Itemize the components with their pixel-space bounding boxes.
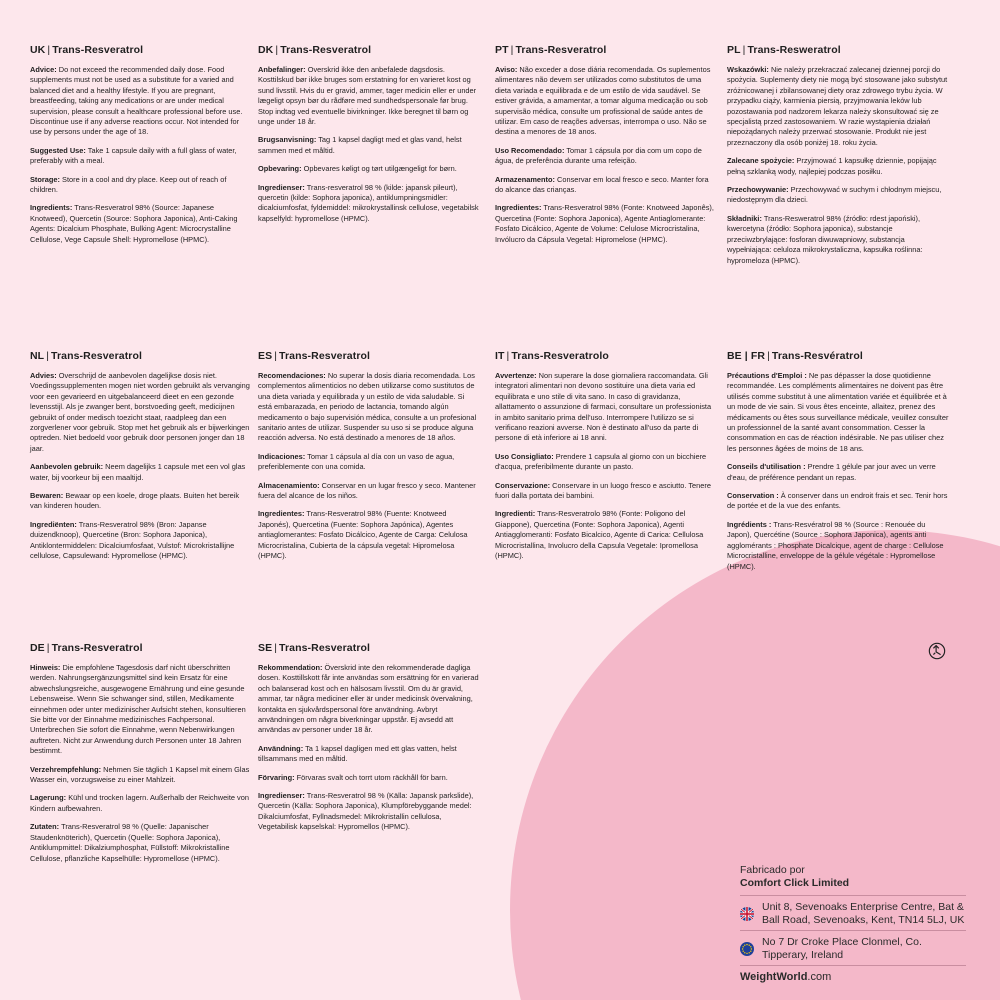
storage-paragraph: Conservation : À conserver dans un endroit frais et sec. Tenir hors de portée et de la vue des enfants. xyxy=(727,491,948,511)
storage-paragraph: Bewaren: Bewaar op een koele, droge plaats. Buiten het bereik van kinderen houden. xyxy=(30,491,240,511)
eu-address: No 7 Dr Croke Place Clonmel, Co. Tipperary, Ireland xyxy=(762,936,922,961)
usage-paragraph: Conseils d'utilisation : Prendre 1 gélule par jour avec un verre d'eau, de préférence pendant un repas. xyxy=(727,462,936,482)
section-dk xyxy=(258,44,480,232)
usage-paragraph: Uso Consigliato: Prendere 1 capsula al giorno con un bicchiere d'acqua, preferibilmente durante un pasto. xyxy=(495,451,707,472)
usage-paragraph: Aanbevolen gebruik: Neem dagelijks 1 capsule met een vol glas water, bij voorkeur bij een maaltijd. xyxy=(30,462,246,482)
section-title: NL | Trans-Resveratrol xyxy=(30,350,143,362)
advice-paragraph: Rekommendation: Överskrid inte den rekommenderade dagliga dosen. Kosttillskott får inte användas som ersättning för en varierad och balanserad kost och en hälsosam livsstil. Om du är gravid, ammar, tar några mediciner eller är under medicinsk övervakning, kontakta en sjukvårdspersonal före användning. Avbryt användningen om några biverkningar uppstår. Ej avsedd att användas av personer under 18 år. xyxy=(258,663,479,735)
uk-flag-icon xyxy=(740,907,754,921)
uk-address: Unit 8, Sevenoaks Enterprise Centre, Bat & Ball Road, Sevenoaks, Kent, TN14 5LJ, UK xyxy=(762,901,965,926)
usage-paragraph: Användning: Ta 1 kapsel dagligen med ett glas vatten, helst tillsammans med en måltid. xyxy=(258,743,457,764)
section-nl xyxy=(30,350,252,570)
storage-paragraph: Storage: Store in a cool and dry place. Keep out of reach of children. xyxy=(30,174,227,195)
storage-paragraph: Förvaring: Förvaras svalt och torrt utom räckhåll för barn. xyxy=(258,772,448,782)
ingredients-paragraph: Składniki: Trans-Resweratrol 98% (źródło: rdest japoński), kwercetyna (źródło: Sophora japonica), substancje przeciwzbrylające: fosforan diwuwapniowy, substancja wypełniająca: celuloza mikrokrystaliczna, kapsułka roślinna: hypromeloza (HPMC). xyxy=(727,213,923,265)
ingredients-paragraph: Ingredientes: Trans-Resveratrol 98% (Fonte: Knotweed Japonês), Quercetina (Fonte: Sophora Japonica), Agente Antiaglomerante: Fosfato Dicálcico, Agente de Volume: Celulose Microcristalina, Invólucro da Cápsula Vegetal: Hipromelose (HPMC). xyxy=(495,203,714,244)
storage-paragraph: Przechowywanie: Przechowywać w suchym i chłodnym miejscu, niedostępnym dla dzieci. xyxy=(727,185,942,205)
advice-paragraph: Advice: Do not exceed the recommended daily dose. Food supplements must not be used as a substitute for a varied and balanced diet and a healthy lifestyle. If you are pregnant, breastfeeding, taking any medications or are under medical supervision, please consult a healthcare professional before use. Discontinue use if any adverse reactions occur. Not intended for use by persons under the age of 18. xyxy=(30,65,243,137)
section-title: DK | Trans-Resveratrol xyxy=(258,44,372,56)
section-es xyxy=(258,350,480,570)
section-title: PT | Trans-Resveratrol xyxy=(495,44,607,56)
section-pl xyxy=(727,44,949,274)
eu-address-row xyxy=(740,930,966,965)
usage-paragraph: Zalecane spożycie: Przyjmować 1 kapsułkę dziennie, popijając pełną szklanką wody, najlepiej podczas posiłku. xyxy=(727,156,937,176)
advice-paragraph: Aviso: Não exceder a dose diária recomendada. Os suplementos alimentares não devem ser utilizados como substitutos de uma dieta variada e equilibrada e de um estilo de vida saudável. Se estiver grávida, a amamentar, a tomar alguma medicação ou sob supervisão médica, consulte um profissional de saúde antes de utilizar. Em caso de reações adversas, interrompa o uso. Não se destina a menores de 18 anos. xyxy=(495,65,711,137)
ingredients-paragraph: Ingrédients : Trans-Resvératrol 98 % (Source : Renouée du Japon), Quercétine (Source : Sophora Japonica), agents anti agglomérants : Phosphate Dicalcique, agent de charge : Cellulose Microcristalline, enveloppe de la gélule végétale : Hypromellose (HPMC). xyxy=(727,519,944,571)
usage-paragraph: Indicaciones: Tomar 1 cápsula al día con un vaso de agua, preferiblemente con una comida. xyxy=(258,451,455,472)
storage-paragraph: Armazenamento: Conservar em local fresco e seco. Manter fora do alcance das crianças. xyxy=(495,174,709,195)
ingredients-paragraph: Ingredienser: Trans-Resveratrol 98 % (Källa: Japansk parkslide), Quercetin (Källa: Sophora Japonica), Klumpförebyggande medel: Dikalciumfosfat, Fyllnadsmedel: Mikrokristallin cellulosa, Vegetabilisk kapselskal: Hypromellos (HPMC). xyxy=(258,791,474,832)
ingredients-paragraph: Ingredienti: Trans-Resveratrolo 98% (Fonte: Poligono del Giappone), Quercetina (Fonte: Sophora Japonica), Agenti Antiagglomeranti: Fosfato Bicalcico, Agente di Carica: Cellulosa Microcristallina, Involucro della Capsula Vegetale: Ipromellosa (HPMC). xyxy=(495,509,704,561)
section-title: UK | Trans-Resveratrol xyxy=(30,44,144,56)
company-name: Comfort Click Limited xyxy=(740,877,850,889)
uk-address-row xyxy=(740,895,966,930)
section-be-fr xyxy=(727,350,949,580)
section-de xyxy=(30,642,252,872)
section-pt xyxy=(495,44,717,253)
usage-paragraph: Uso Recomendado: Tomar 1 cápsula por dia com um copo de água, de preferência durante uma refeição. xyxy=(495,145,702,166)
storage-paragraph: Opbevaring: Opbevares køligt og tørt utilgængeligt for børn. xyxy=(258,164,457,174)
storage-paragraph: Conservazione: Conservare in un luogo fresco e asciutto. Tenere fuori dalla portata dei bambini. xyxy=(495,480,711,501)
ingredients-paragraph: Ingrediënten: Trans-Resveratrol 98% (Bron: Japanse duizendknoop), Quercetine (Bron: Sophora Japonica), Antiklontermiddelen: Dicalciumfosfaat, Vulstof: Microkristallijne cellulose, Capsulewand: Hypromellose (HPMC). xyxy=(30,519,235,561)
advice-paragraph: Recomendaciones: No superar la dosis diaria recomendada. Los complementos alimenticios no deben utilizarse como sustitutos de una dieta variada y equilibrada y un estilo de vida saludable. Si está embarazada, en periodo de lactancia, tomando algún medicamento o bajo supervisión médica, consulte a un profesional sanitario antes de utilizar. Suspender su uso si se produce alguna reacción adversa. No está destinado a menores de 18 años. xyxy=(258,371,477,443)
recycle-icon xyxy=(928,642,946,660)
section-title: IT | Trans-Resveratrolo xyxy=(495,350,609,362)
storage-paragraph: Almacenamiento: Conservar en un lugar fresco y seco. Mantener fuera del alcance de los niños. xyxy=(258,480,476,501)
section-title: BE | FR | Trans-Resvératrol xyxy=(727,350,863,362)
section-it xyxy=(495,350,717,570)
ingredients-paragraph: Zutaten: Trans-Resveratrol 98 % (Quelle: Japanischer Staudenknöterich), Quercetin (Quelle: Sophora Japonica), Antiklumpmittel: Dikalziumphosphat, Füllstoff: Mikrokristalline Cellulose, pflanzliche Kapselhülle: Hypromellose (HPMC). xyxy=(30,822,230,863)
advice-paragraph: Wskazówki: Nie należy przekraczać zalecanej dziennej porcji do spożycia. Suplementy diety nie mogą być stosowane jako substytut zróżnicowanej i zbilansowanej diety oraz zdrowego trybu życia. W przypadku ciąży, karmienia piersią, przyjmowania leków lub pozostawania pod nadzorem lekarza należy skonsultować się ze specjalistą przed zastosowaniem. W razie wystąpienia działań niepożądanych należy przerwać stosowanie. Produkt nie jest przeznaczony dla osób poniżej 18. roku życia. xyxy=(727,65,948,147)
section-uk xyxy=(30,44,252,253)
advice-paragraph: Avvertenze: Non superare la dose giornaliera raccomandata. Gli integratori alimentari non devono sostituire una dieta varia ed equilibrata e uno stile di vita sano. In caso di gravidanza, allattamento o assunzione di farmaci, consultare un professionista in ambito sanitario prima dell'uso. Interrompere l'utilizzo se si verificano reazioni avverse. Non è destinato all'uso da parte di persone di età inferiore ai 18 anni. xyxy=(495,371,712,443)
section-title: SE | Trans-Resveratrol xyxy=(258,642,371,654)
eu-flag-icon xyxy=(740,942,754,956)
advice-paragraph: Hinweis: Die empfohlene Tagesdosis darf nicht überschritten werden. Nahrungsergänzungsmittel sind kein Ersatz für eine abwechslungsreiche, ausgewogene Ernährung und eine gesunde Lebensweise. Wenn Sie schwanger sind, stillen, Medikamente einnehmen oder unter medizinischer Aufsicht stehen, konsultieren Sie bitte vor der Einnahme medizinisches Fachpersonal. Unterbrechen Sie sofort die Einnahme, wenn Nebenwirkungen auftreten. Nicht zur Anwendung durch Personen unter 18 Jahren bestimmt. xyxy=(30,663,246,756)
manufacturer-block xyxy=(740,864,966,983)
manufactured-by-label: Fabricado por xyxy=(740,864,805,876)
ingredients-paragraph: Ingredients: Trans-Resveratrol 98% (Source: Japanese Knotweed), Quercetin (Source: Sophora Japonica), Anti-Caking Agents: Dicalcium Phosphate, Bulking Agent: Microcrystalline Cellulose, Vege Capsule Shell: Hypromellose (HPMC). xyxy=(30,203,238,244)
advice-paragraph: Précautions d'Emploi : Ne pas dépasser la dose quotidienne recommandée. Les compléments alimentaires ne doivent pas être utilisés comme substitut à une alimentation variée et équilibrée et à un mode de vie sain. Si vous êtes enceinte, allaitez, prenez des médicaments ou êtes sous surveillance médicale, veuillez consulter un professionnel de la santé avant consommation. Cesser la consommation en cas de réaction indésirable. Ne pas utiliser chez les personnes âgées de moins de 18 ans. xyxy=(727,371,949,453)
website-link[interactable]: WeightWorld.com xyxy=(740,965,966,983)
section-title: DE | Trans-Resveratrol xyxy=(30,642,143,654)
usage-paragraph: Suggested Use: Take 1 capsule daily with a full glass of water, preferably with a meal. xyxy=(30,145,237,166)
advice-paragraph: Advies: Overschrijd de aanbevolen dagelijkse dosis niet. Voedingssupplementen mogen niet worden gebruikt als vervanging voor een gevarieerd en uitgebalanceerd dieet en een gezonde levensstijl. Als je zwanger bent, borstvoeding geeft, medicijnen gebruikt of onder medisch toezicht staat, raadpleeg dan een zorgverlener voor gebruik. Stop met het gebruik als er bijwerkingen optreden. Niet bedoeld voor gebruik door personen jonger dan 18 jaar. xyxy=(30,371,250,453)
usage-paragraph: Verzehrempfehlung: Nehmen Sie täglich 1 Kapsel mit einem Glas Wasser ein, vorzugsweise zu einer Mahlzeit. xyxy=(30,764,250,785)
section-se xyxy=(258,642,480,841)
section-title: PL | Trans-Resweratrol xyxy=(727,44,841,56)
ingredients-paragraph: Ingredienser: Trans-resveratrol 98 % (kilde: japansk pileurt), quercetin (kilde: Sophora japonica), antiklumpningsmidler: dicalciumfosfat, fyldemiddel: mikrokrystallinsk cellulose, vegetabilsk kapselfyld: hypromellose (HPMC). xyxy=(258,182,479,223)
usage-paragraph: Brugsanvisning: Tag 1 kapsel dagligt med et glas vand, helst sammen med et måltid. xyxy=(258,135,462,155)
ingredients-paragraph: Ingredientes: Trans-Resveratrol 98% (Fuente: Knotweed Japonés), Quercetina (Fuente: Sophora Japónica), Agentes antiaglomerantes: Fosfato Dicálcico, Agente de Carga: Celulosa Microcristalina, Cubierta de la cápsula vegetal: Hipromelosa (HPMC). xyxy=(258,509,468,561)
advice-paragraph: Anbefalinger: Overskrid ikke den anbefalede dagsdosis. Kosttilskud bør ikke bruges som erstatning for en varieret kost og sund livsstil. Hvis du er gravid, ammer, tager medicin eller er under lægeligt opsyn bør du rådføre med sundhedspersonale før brug. Stop indtag ved eventuelle bivirkninger. Ikke beregnet til børn og unge under 18 år. xyxy=(258,65,477,127)
section-title: ES | Trans-Resveratrol xyxy=(258,350,371,362)
storage-paragraph: Lagerung: Kühl und trocken lagern. Außerhalb der Reichweite von Kindern aufbewahren. xyxy=(30,793,249,813)
